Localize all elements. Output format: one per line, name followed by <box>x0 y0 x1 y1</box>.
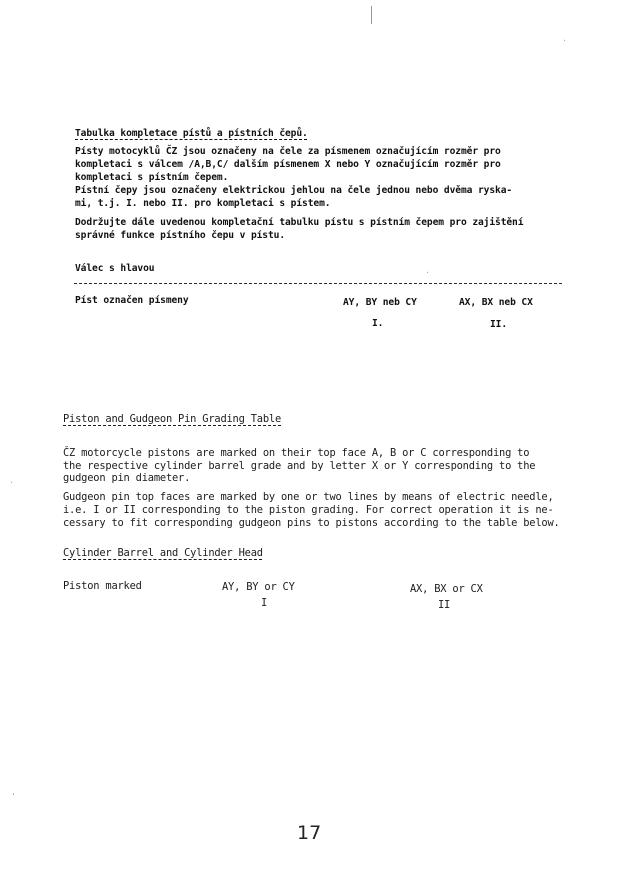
row-label: Píst označen písmeny <box>75 295 189 306</box>
paragraph-line: cessary to fit corresponding gudgeon pins to pistons according to the table below. <box>63 517 560 529</box>
scan-speck: · <box>10 478 14 489</box>
scan-speck: ᐧ <box>12 790 15 801</box>
paragraph-line: Gudgeon pin top faces are marked by one or two lines by means of electric needle, <box>63 491 554 503</box>
english-title: Piston and Gudgeon Pin Grading Table <box>63 413 282 425</box>
paragraph-line: the respective cylinder barrel grade and by letter X or Y corresponding to the <box>63 460 536 472</box>
col1-value: I <box>261 597 268 609</box>
paragraph-line: Dodržujte dále uvedenou kompletační tabulku pístu s pístním čepem pro zajištění <box>75 217 524 228</box>
paragraph-line: kompletaci s pístním čepem. <box>75 172 229 183</box>
col1-value: I. <box>372 318 384 329</box>
scan-mark <box>371 6 372 24</box>
paragraph-line: ČZ motorcycle pistons are marked on their top face A, B or C corresponding to <box>63 447 530 459</box>
col2-header: AX, BX or CX <box>410 583 483 595</box>
page-number: 17 <box>297 822 322 844</box>
table-rule <box>74 283 562 284</box>
col2-value: II. <box>490 319 508 330</box>
paragraph-line: Pístní čepy jsou označeny elektrickou jehlou na čele jednou nebo dvěma ryska- <box>75 185 513 196</box>
scan-speck: · <box>563 36 567 47</box>
col1-header: AY, BY or CY <box>222 581 295 593</box>
paragraph-line: i.e. I or II corresponding to the piston grading. For correct operation it is ne- <box>63 504 554 516</box>
col2-header: AX, BX neb CX <box>459 297 533 308</box>
scan-speck: · <box>426 268 430 279</box>
paragraph-line: kompletaci s válcem /A,B,C/ dalším písmenem X nebo Y označujícím rozměr pro <box>75 159 501 170</box>
english-section-label: Cylinder Barrel and Cylinder Head <box>63 547 263 559</box>
row-label: Piston marked <box>63 580 142 592</box>
paragraph-line: správné funkce pístního čepu v pístu. <box>75 230 286 241</box>
czech-title: Tabulka kompletace pístů a pístních čepů. <box>75 128 308 139</box>
col1-header: AY, BY neb CY <box>343 297 417 308</box>
paragraph-line: Písty motocyklů ČZ jsou označeny na čele za písmenem označujícím rozměr pro <box>75 146 501 157</box>
paragraph-line: mi, t.j. I. nebo II. pro kompletaci s pístem. <box>75 198 331 209</box>
paragraph-line: gudgeon pin diameter. <box>63 472 191 484</box>
czech-section-label: Válec s hlavou <box>75 263 155 274</box>
col2-value: II <box>438 599 451 611</box>
